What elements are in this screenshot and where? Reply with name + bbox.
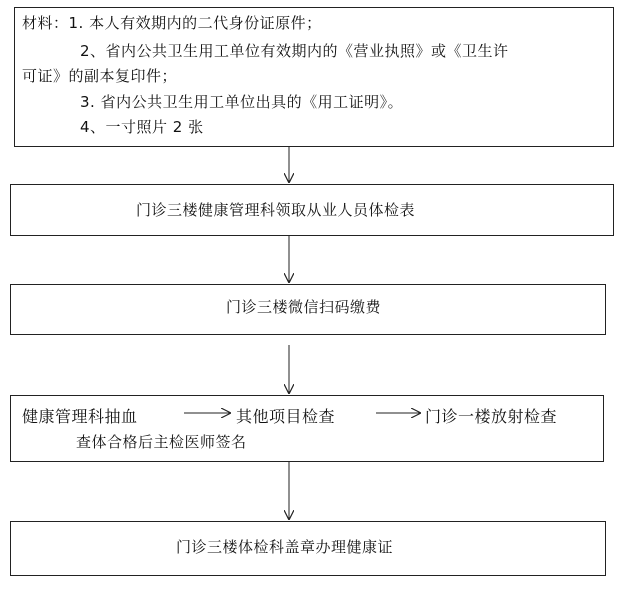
materials-line-3: 可证》的副本复印件； [22, 67, 178, 85]
step3-part1: 健康管理科抽血 [22, 407, 138, 426]
step3-part2: 其他项目检查 [236, 407, 336, 426]
materials-line-2: 2、省内公共卫生用工单位有效期内的《营业执照》或《卫生许 [80, 42, 509, 60]
step4-label: 门诊三楼体检科盖章办理健康证 [176, 538, 394, 556]
step3-part3: 门诊一楼放射检查 [425, 407, 558, 426]
step3-line2: 查体合格后主检医师签名 [76, 433, 247, 451]
step1-label: 门诊三楼健康管理科领取从业人员体检表 [136, 201, 416, 219]
materials-line-1: 材料：1. 本人有效期内的二代身份证原件； [22, 14, 322, 32]
materials-line-5: 4、一寸照片 2 张 [80, 118, 204, 136]
step2-label: 门诊三楼微信扫码缴费 [226, 298, 382, 316]
materials-line-4: 3. 省内公共卫生用工单位出具的《用工证明》。 [80, 93, 404, 111]
